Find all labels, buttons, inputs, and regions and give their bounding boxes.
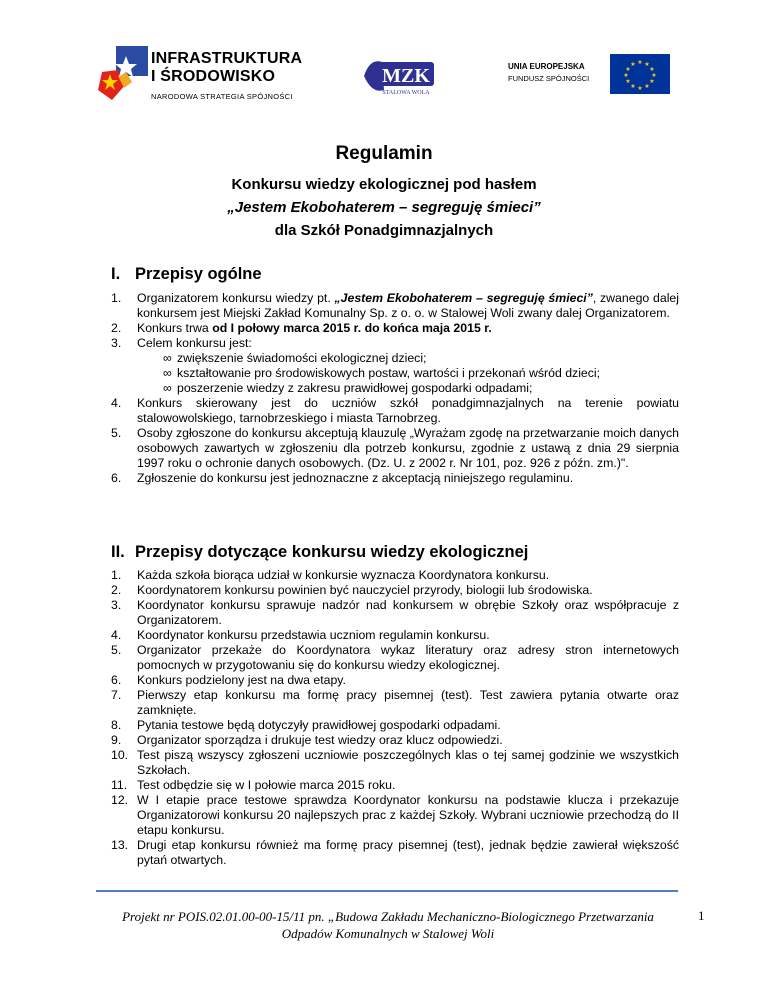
eu-flag-icon	[610, 54, 670, 94]
item-number: 3.	[111, 598, 122, 612]
svg-text:★: ★	[649, 66, 655, 73]
item-text: Osoby zgłoszone do konkursu akceptują klauzulę „Wyrażam zgodę na przetwarzanie moich danych osobowych zawartych w zgłoszeniu dla potrzeb konkursu, zgodnie z ustawą z dnia 29 sierpnia 1997 roku o ochronie danych osobowych. (Dz. U. z 2002 r. Nr 101, poz. 926 z późn. zm.)".	[137, 426, 679, 470]
list-item	[111, 336, 679, 396]
item-number: 6.	[111, 471, 122, 485]
item-text: Koordynator konkursu sprawuje nadzór nad konkursem w obrębie Szkoły oraz współpracuje z Organizatorem.	[137, 598, 679, 627]
item-text: Test odbędzie się w I połowie marca 2015 roku.	[137, 778, 396, 792]
item-number: 8.	[111, 718, 122, 732]
item-text: , zwanego dalej konkursem jest Miejski Zakład Komunalny Sp. z o. o. w Stalowej Woli zwany dalej Organizatorem.	[137, 291, 679, 320]
list-item	[111, 583, 679, 598]
item-number: 3.	[111, 336, 122, 350]
bullet-item	[163, 351, 679, 366]
list-item	[111, 748, 679, 778]
bullet-icon: ∞	[163, 366, 172, 380]
bullet-icon: ∞	[163, 381, 172, 395]
bullet-text: kształtowanie pro środowiskowych postaw, wartości i przekonań wśród dzieci;	[177, 366, 601, 380]
footer-rule	[96, 890, 678, 892]
svg-text:★: ★	[637, 59, 643, 66]
list-item	[111, 793, 679, 838]
eu-fund: FUNDUSZ SPÓJNOŚCI	[508, 74, 590, 83]
item-text: Konkurs trwa	[137, 321, 213, 335]
section-2-list	[111, 568, 679, 868]
list-item	[111, 426, 679, 471]
section-1-list	[111, 291, 679, 486]
item-number: 5.	[111, 426, 122, 440]
mzk-logo	[360, 56, 440, 96]
item-number: 13.	[111, 838, 129, 852]
document-title: Regulamin	[335, 143, 433, 164]
page-number: 1	[698, 908, 705, 923]
bullet-list	[137, 351, 679, 396]
item-text: Organizator przekaże do Koordynatora wykaz literatury oraz adresy stron internetowych pomocnych w przygotowaniu się do konkursu wiedzy ekologicznej.	[137, 643, 679, 672]
footer-line1: Projekt nr POIS.02.01.00-00-15/11 pn. „Budowa Zakładu Mechaniczno-Biologicznego Przetwarzania	[122, 909, 654, 924]
subtitle-line3: dla Szkół Ponadgimnazjalnych	[274, 222, 494, 239]
bullet-icon: ∞	[163, 351, 172, 365]
list-item	[111, 471, 679, 486]
list-item	[111, 598, 679, 628]
svg-text:★: ★	[644, 83, 650, 90]
logo-title-line2: I ŚRODOWISKO	[151, 68, 276, 85]
item-text: Test piszą wszyscy zgłoszeni uczniowie poszczególnych klas o tej samej godzinie we wszystkich Szkołach.	[137, 748, 679, 777]
logo-title-line1: INFRASTRUKTURA	[151, 50, 303, 67]
infrastruktura-logo	[96, 40, 316, 110]
list-item	[111, 778, 679, 793]
item-number: 11.	[111, 778, 128, 792]
bullet-text: zwiększenie świadomości ekologicznej dzieci;	[177, 351, 427, 365]
item-text: Pierwszy etap konkursu ma formę pracy pisemnej (test). Test zawiera pytania otwarte oraz zamknięte.	[137, 688, 679, 717]
svg-text:★: ★	[644, 61, 650, 68]
mzk-emblem-icon	[360, 56, 440, 96]
item-emphasis: „Jestem Ekobohaterem – segreguję śmieci”	[334, 291, 593, 305]
item-number: 5.	[111, 643, 122, 657]
svg-text:★: ★	[625, 66, 631, 73]
item-text: W I etapie prace testowe sprawdza Koordynator konkursu na podstawie klucza i przekazuje Organizatorowi konkursu 20 najlepszych prac z każdej Szkoły. Wybrani uczniowie przechodzą do II etapu konkursu.	[137, 793, 679, 837]
eu-logo	[498, 54, 678, 104]
list-item	[111, 838, 679, 868]
section-1-title: Przepisy ogólne	[135, 265, 262, 283]
bullet-text: poszerzenie wiedzy z zakresu prawidłowej gospodarki odpadami;	[177, 381, 533, 395]
eu-title: UNIA EUROPEJSKA	[508, 62, 585, 71]
svg-text:★: ★	[630, 61, 636, 68]
section-1-number: I.	[111, 265, 121, 283]
item-text: Zgłoszenie do konkursu jest jednoznaczne z akceptacją niniejszego regulaminu.	[137, 471, 574, 485]
star-flag-icon	[96, 42, 148, 102]
list-item	[111, 718, 679, 733]
logo-subtitle: NARODOWA STRATEGIA SPÓJNOŚCI	[151, 92, 293, 101]
footer-line2: Odpadów Komunalnych w Stalowej Woli	[281, 926, 495, 941]
svg-text:★: ★	[651, 72, 657, 79]
list-item	[111, 673, 679, 688]
section-2-heading	[111, 543, 528, 562]
item-text: Organizatorem konkursu wiedzy pt.	[137, 291, 335, 305]
svg-text:★: ★	[649, 78, 655, 85]
list-item	[111, 291, 679, 321]
list-item	[111, 688, 679, 718]
list-item	[111, 396, 679, 426]
item-number: 2.	[111, 321, 122, 335]
list-item	[111, 733, 679, 748]
svg-text:★: ★	[625, 78, 631, 85]
item-text: Koordynatorem konkursu powinien być nauczyciel przyrody, biologii lub środowiska.	[137, 583, 593, 597]
svg-text:★: ★	[630, 83, 636, 90]
subtitle-slogan: „Jestem Ekobohaterem – segreguję śmieci”	[227, 199, 541, 216]
item-number: 10.	[111, 748, 129, 762]
list-item	[111, 568, 679, 583]
svg-text:★: ★	[637, 85, 643, 92]
bullet-item	[163, 381, 679, 396]
svg-text:STALOWA WOLA: STALOWA WOLA	[382, 90, 430, 96]
item-text: Drugi etap konkursu również ma formę pracy pisemnej (test), jednak będzie zawierał większość pytań otwartych.	[137, 838, 679, 867]
svg-text:★: ★	[623, 72, 629, 79]
item-number: 2.	[111, 583, 122, 597]
footer-text	[100, 908, 676, 942]
item-text: Każda szkoła biorąca udział w konkursie wyznacza Koordynatora konkursu.	[137, 568, 550, 582]
item-number: 1.	[111, 291, 122, 305]
item-text: Celem konkursu jest:	[137, 336, 252, 350]
item-number: 4.	[111, 396, 122, 410]
list-item	[111, 321, 679, 336]
subtitle-line1: Konkursu wiedzy ekologicznej pod hasłem	[231, 176, 537, 193]
item-emphasis: od I połowy marca 2015 r. do końca maja 2015 r.	[212, 321, 492, 335]
section-1-heading	[111, 265, 262, 284]
item-number: 4.	[111, 628, 122, 642]
item-text: Organizator sporządza i drukuje test wiedzy oraz klucz odpowiedzi.	[137, 733, 503, 747]
section-2-number: II.	[111, 543, 125, 561]
item-text: Konkurs skierowany jest do uczniów szkół ponadgimnazjalnych na terenie powiatu stalowowolskiego, tarnobrzeskiego i miasta Tarnobrzeg.	[137, 396, 679, 425]
item-text: Konkurs podzielony jest na dwa etapy.	[137, 673, 346, 687]
item-number: 9.	[111, 733, 122, 747]
item-number: 1.	[111, 568, 122, 582]
item-text: Pytania testowe będą dotyczyły prawidłowej gospodarki odpadami.	[137, 718, 501, 732]
item-text: Koordynator konkursu przedstawia uczniom regulamin konkursu.	[137, 628, 490, 642]
item-number: 6.	[111, 673, 122, 687]
list-item	[111, 628, 679, 643]
item-number: 12.	[111, 793, 129, 807]
section-2-title: Przepisy dotyczące konkursu wiedzy ekologicznej	[135, 543, 529, 561]
list-item	[111, 643, 679, 673]
svg-text:MZK: MZK	[382, 65, 430, 87]
bullet-item	[163, 366, 679, 381]
item-number: 7.	[111, 688, 122, 702]
